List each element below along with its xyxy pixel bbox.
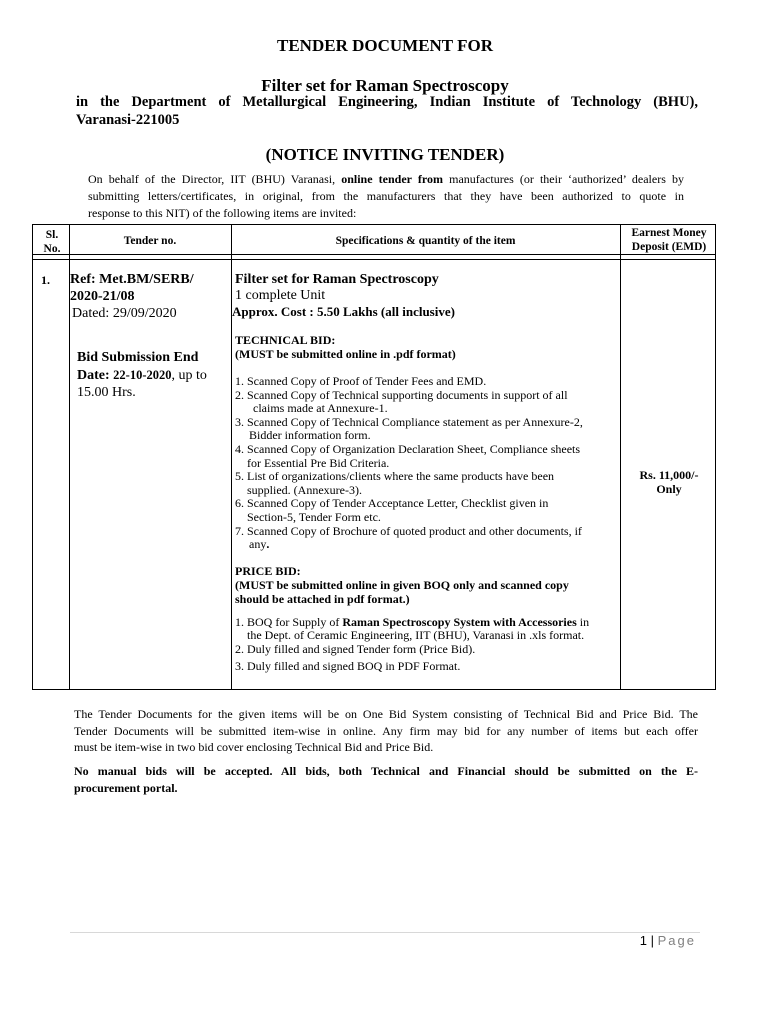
specifications-cell: [232, 271, 619, 673]
ref-line-1: Ref: Met.BM/SERB/: [70, 272, 194, 287]
bid-end-date-post: , up to: [171, 368, 207, 383]
tech-item: 4. Scanned Copy of Organization Declaration Sheet, Compliance sheets: [235, 441, 581, 456]
document-subtitle: Filter set for Raman Spectroscopy: [261, 76, 509, 95]
tech-item: for Essential Pre Bid Criteria.: [247, 455, 390, 470]
tender-reference: [70, 271, 230, 322]
price-item-2: 2. Duly filled and signed Tender form (Price Bid).: [235, 641, 476, 656]
bid-end-line1: Bid Submission End: [77, 350, 199, 365]
page-label: Page: [657, 933, 696, 948]
intro-line-1: [88, 171, 684, 188]
page-number: [600, 933, 696, 948]
para2-line2: procurement portal.: [74, 780, 178, 795]
approx-cost: Approx. Cost : 5.50 Lakhs (all inclusive): [232, 304, 455, 319]
tender-table: [32, 224, 716, 690]
page-separator: |: [647, 933, 658, 948]
technical-bid-note: (MUST be submitted online in .pdf format): [235, 347, 456, 361]
price-bid-note-line2: should be attached in pdf format.): [235, 591, 410, 606]
tech-item: supplied. (Annexure-3).: [247, 482, 362, 497]
tech-item: 5. List of organizations/clients where the same products have been: [235, 469, 555, 484]
price-item1-pre: 1. BOQ for Supply of: [235, 614, 343, 629]
technical-bid-items: [235, 375, 619, 552]
price-item-3: 3. Duly filled and signed BOQ in PDF Format.: [235, 658, 461, 673]
bid-end-date-value: 22-10-2020: [113, 368, 172, 382]
bid-end-time: 15.00 Hrs.: [77, 385, 136, 400]
tech-item: 7. Scanned Copy of Brochure of quoted product and other documents, if: [235, 523, 582, 538]
tech-item: 6. Scanned Copy of Tender Acceptance Letter, Checklist given in: [235, 496, 549, 511]
bid-submission-end: [77, 349, 227, 401]
price-item-1-line2: the Dept. of Ceramic Engineering, IIT (BHU), Varanasi in .xls format.: [247, 628, 585, 643]
price-bid-title: PRICE BID:: [235, 563, 301, 578]
tech-item-last-text: any: [249, 537, 267, 552]
emd-amount-line1: Rs. 11,000/-: [639, 468, 699, 482]
price-bid-note-line1: (MUST be submitted online in given BOQ only and scanned copy: [235, 577, 569, 592]
page-number-value: 1: [639, 933, 648, 948]
price-bid-items: [235, 616, 619, 673]
para2-line1: No manual bids will be accepted. All bids, both Technical and Financial should be submitted on the E-: [74, 764, 698, 778]
row-sl-number: 1.: [41, 273, 50, 287]
bid-system-paragraph: [74, 706, 698, 756]
tech-item: any.: [249, 537, 270, 552]
para1-line1: The Tender Documents for the given items will be on One Bid System consisting of Technical Bid and Price Bid. The: [74, 707, 698, 721]
emd-amount-line2: Only: [656, 482, 682, 496]
department-line-1: in the Department of Metallurgical Engineering, Indian Institute of Technology (BHU),: [76, 94, 698, 110]
tech-item: 2. Scanned Copy of Technical supporting documents in support of all: [235, 387, 568, 402]
header-emd: [621, 226, 717, 254]
intro-line-2: submitting letters/certificates, in original, from the manufacturers that they have been authorized to quote in: [88, 189, 684, 203]
header-emd-line2: Deposit (EMD): [631, 241, 707, 253]
header-sl-line2: No.: [43, 243, 61, 255]
tech-item: claims made at Annexure-1.: [253, 401, 388, 416]
technical-bid-title: TECHNICAL BID:: [235, 333, 336, 347]
ref-dated: Dated: 29/09/2020: [72, 306, 177, 321]
price-item1-post: in: [576, 614, 590, 629]
header-sl-line1: Sl.: [45, 229, 59, 241]
header-specifications: Specifications & quantity of the item: [335, 235, 516, 247]
tech-item: Bidder information form.: [249, 428, 371, 443]
manual-bids-paragraph: [74, 763, 698, 796]
para1-line2: Tender Documents will be submitted item-wise in online. Any firm may bid for any number of items but each offer: [74, 723, 698, 738]
price-item1-bold: Raman Spectroscopy System with Accessories: [342, 614, 577, 629]
intro-l1-post: manufactures (or their ‘authorized’ dealers by: [443, 172, 684, 186]
intro-line-3: response to this NIT) of the following items are invited:: [88, 206, 357, 220]
intro-l1-bold: online tender from: [341, 172, 443, 186]
tech-item: Section-5, Tender Form etc.: [247, 509, 381, 524]
department-line-2: Varanasi-221005: [76, 112, 180, 128]
intro-paragraph: [88, 171, 684, 222]
price-item-1: [235, 616, 619, 630]
header-tender-no: Tender no.: [123, 235, 177, 247]
intro-l1-pre: On behalf of the Director, IIT (BHU) Varanasi,: [88, 172, 342, 186]
item-name: Filter set for Raman Spectroscopy: [235, 272, 439, 287]
emd-amount: [621, 468, 717, 496]
header-emd-line1: Earnest Money: [631, 227, 707, 239]
notice-heading: (NOTICE INVITING TENDER): [265, 145, 505, 164]
bid-end-date-label: Date:: [77, 368, 114, 383]
ref-line-2: 2020-21/08: [70, 289, 135, 304]
item-quantity: 1 complete Unit: [235, 288, 326, 303]
document-title: TENDER DOCUMENT FOR: [277, 36, 493, 55]
tech-item: 3. Scanned Copy of Technical Compliance statement as per Annexure-2,: [235, 414, 583, 429]
header-sl-no: [39, 228, 65, 256]
para1-line3: must be item-wise in two bid cover enclosing Technical Bid and Price Bid.: [74, 740, 434, 754]
tech-item: 1. Scanned Copy of Proof of Tender Fees and EMD.: [235, 374, 487, 388]
